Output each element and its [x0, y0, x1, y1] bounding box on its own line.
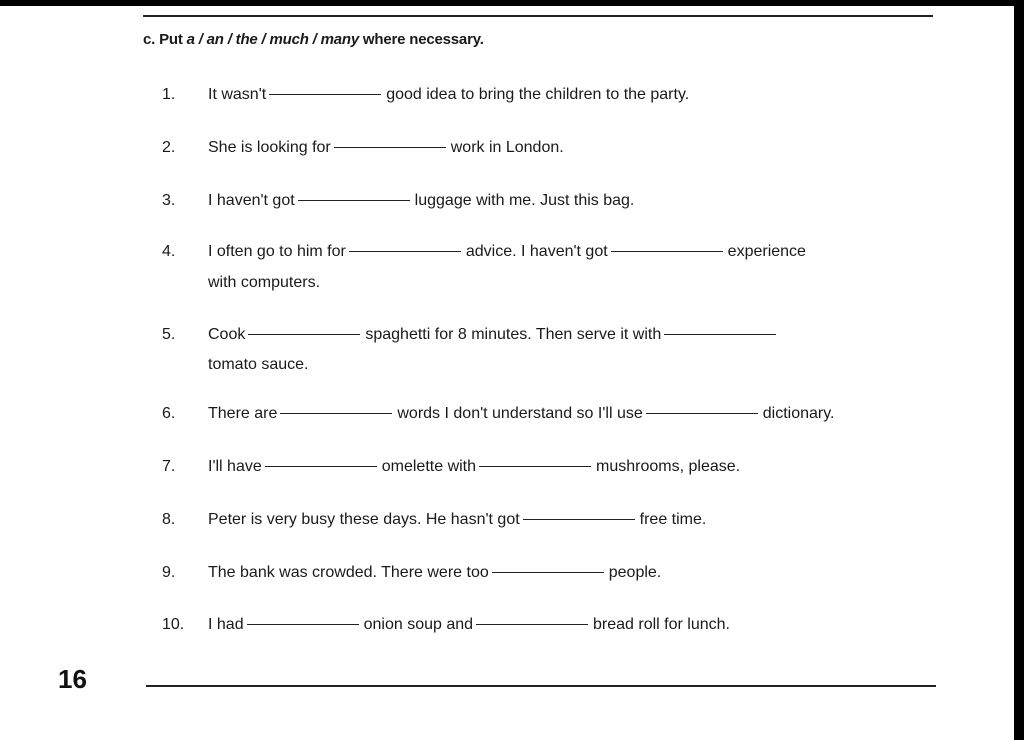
item-text: There are — [208, 405, 278, 422]
exercise-item-1 — [162, 80, 689, 110]
exercise-item-10 — [162, 610, 730, 640]
item-number: 1. — [162, 86, 176, 103]
item-text: people. — [608, 564, 662, 581]
answer-blank[interactable] — [523, 519, 635, 520]
item-text: Cook — [208, 326, 246, 343]
item-number: 2. — [162, 139, 176, 156]
answer-blank[interactable] — [646, 413, 758, 414]
item-number: 3. — [162, 192, 176, 209]
screen-border-top — [0, 0, 1024, 6]
item-number: 10. — [162, 616, 185, 633]
item-text: dictionary. — [762, 405, 835, 422]
item-text: experience — [727, 243, 806, 260]
exercise-item-6 — [162, 399, 834, 429]
page-number: 16 — [58, 664, 87, 694]
item-number: 4. — [162, 243, 176, 260]
answer-blank[interactable] — [265, 466, 377, 467]
item-text: luggage with me. Just this bag. — [414, 192, 635, 209]
item-text: I haven't got — [208, 192, 295, 209]
item-text: work in London. — [450, 139, 564, 156]
item-text: onion soup and — [363, 616, 474, 633]
exercise-item-5 — [162, 320, 781, 350]
exercise-item-2 — [162, 133, 564, 163]
instruction-prefix: c. Put — [143, 31, 187, 48]
answer-blank[interactable] — [664, 334, 776, 335]
item-number: 9. — [162, 564, 176, 581]
answer-blank[interactable] — [280, 413, 392, 414]
answer-blank[interactable] — [479, 466, 591, 467]
answer-blank[interactable] — [298, 200, 410, 201]
item-text: mushrooms, please. — [596, 458, 741, 475]
item-number: 6. — [162, 405, 176, 422]
item-text: Peter is very busy these days. He hasn't got — [208, 511, 520, 528]
answer-blank[interactable] — [611, 251, 723, 252]
answer-blank[interactable] — [269, 94, 381, 95]
top-rule — [143, 15, 933, 17]
answer-blank[interactable] — [476, 624, 588, 625]
answer-blank[interactable] — [247, 624, 359, 625]
answer-blank[interactable] — [248, 334, 360, 335]
answer-blank[interactable] — [349, 251, 461, 252]
exercise-item-7 — [162, 452, 740, 482]
item-number: 8. — [162, 511, 176, 528]
answer-blank[interactable] — [492, 572, 604, 573]
answer-blank[interactable] — [334, 147, 446, 148]
exercise-item-3 — [162, 186, 634, 216]
item-text: I'll have — [208, 458, 262, 475]
instruction-suffix: where necessary. — [358, 31, 484, 48]
item-number: 7. — [162, 458, 176, 475]
instruction-options: a / an / the / much / many — [186, 31, 359, 48]
item-text: advice. I haven't got — [465, 243, 608, 260]
exercise-instruction — [143, 31, 484, 48]
exercise-item-9 — [162, 558, 661, 588]
item-text: bread roll for lunch. — [593, 616, 730, 633]
item-text: good idea to bring the children to the party. — [386, 86, 690, 103]
item-continuation: tomato sauce. — [208, 356, 309, 373]
item-text: spaghetti for 8 minutes. Then serve it with — [365, 326, 662, 343]
item-text: She is looking for — [208, 139, 331, 156]
screen-border-right — [1014, 0, 1024, 740]
item-text: omelette with — [381, 458, 477, 475]
exercise-item-4 — [162, 237, 806, 267]
exercise-item-8 — [162, 505, 706, 535]
item-continuation: with computers. — [208, 274, 321, 291]
bottom-rule — [146, 685, 936, 687]
item-text: free time. — [639, 511, 707, 528]
item-text: It wasn't — [208, 86, 267, 103]
item-text: words I don't understand so I'll use — [397, 405, 643, 422]
item-text: The bank was crowded. There were too — [208, 564, 489, 581]
item-number: 5. — [162, 326, 176, 343]
item-text: I often go to him for — [208, 243, 346, 260]
item-text: I had — [208, 616, 244, 633]
